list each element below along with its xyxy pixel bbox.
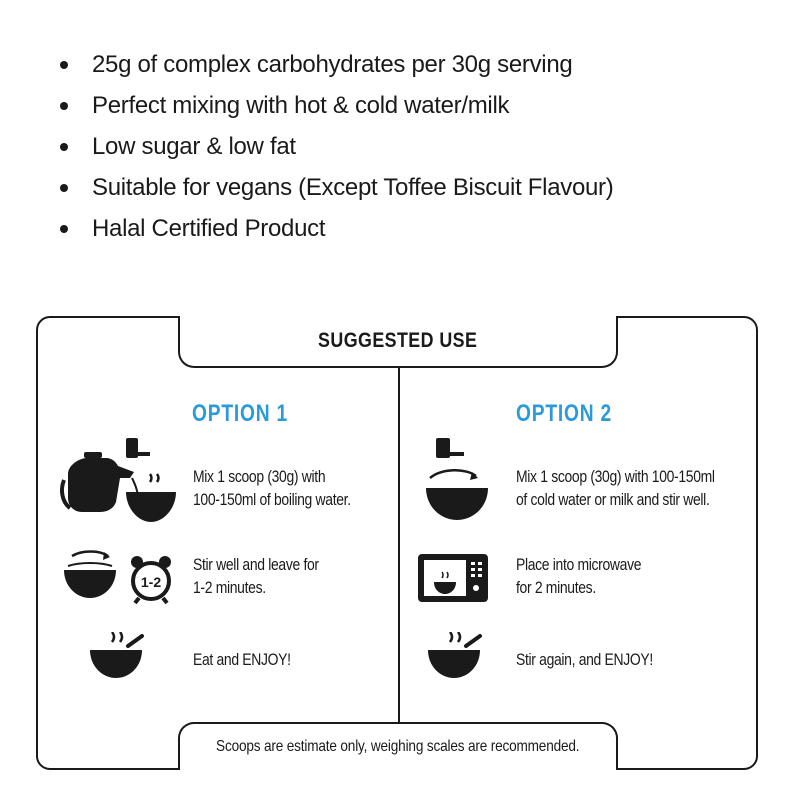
stir-bowl-icon [60,548,120,600]
footer-note [178,722,618,770]
option-1-step-1 [193,465,351,511]
option-1-step-3: Eat and ENJOY! [193,650,291,669]
kettle-scoop-bowl-icon [60,432,178,524]
alarm-clock-icon [127,554,175,604]
list-item: 25g of complex carbohydrates per 30g serving [58,44,613,85]
eat-bowl-icon [426,632,484,682]
step-text-line: Place into microwave for 2 minutes. [516,555,642,597]
list-item: Low sugar & low fat [58,126,613,167]
bullet-dot [60,102,68,110]
list-item: Halal Certified Product [58,208,613,249]
microwave-icon [416,552,490,604]
bullet-dot [60,184,68,192]
bullet-dot [60,143,68,151]
clock-label: 1-2 [140,574,162,590]
option-1-title: OPTION 1 [192,400,289,427]
option-1-step-2 [193,553,319,599]
bullet-dot [60,61,68,69]
suggested-use-panel [36,316,758,770]
list-item: Suitable for vegans (Except Toffee Biscuit Flavour) [58,167,613,208]
list-item: Perfect mixing with hot & cold water/milk [58,85,613,126]
column-divider [398,366,400,722]
scoop-stir-bowl-icon [422,432,492,524]
option-2-title: OPTION 2 [516,400,613,427]
eat-bowl-icon [88,632,146,682]
bullet-dot [60,225,68,233]
step-text-line: Mix 1 scoop (30g) with 100-150ml of cold water or milk and stir well. [516,467,715,509]
option-2-step-2 [516,553,641,599]
option-2-step-1 [516,465,715,511]
footer-text: Scoops are estimate only, weighing scales are recommended. [216,738,580,755]
suggested-use-title: SUGGESTED USE [318,329,478,352]
step-text-line: Stir well and leave for 1-2 minutes. [193,555,319,597]
option-2-step-3: Stir again, and ENJOY! [516,650,653,669]
suggested-use-header [178,316,618,368]
feature-list [58,44,613,249]
step-text-line: Mix 1 scoop (30g) with 100-150ml of boiling water. [193,467,351,509]
